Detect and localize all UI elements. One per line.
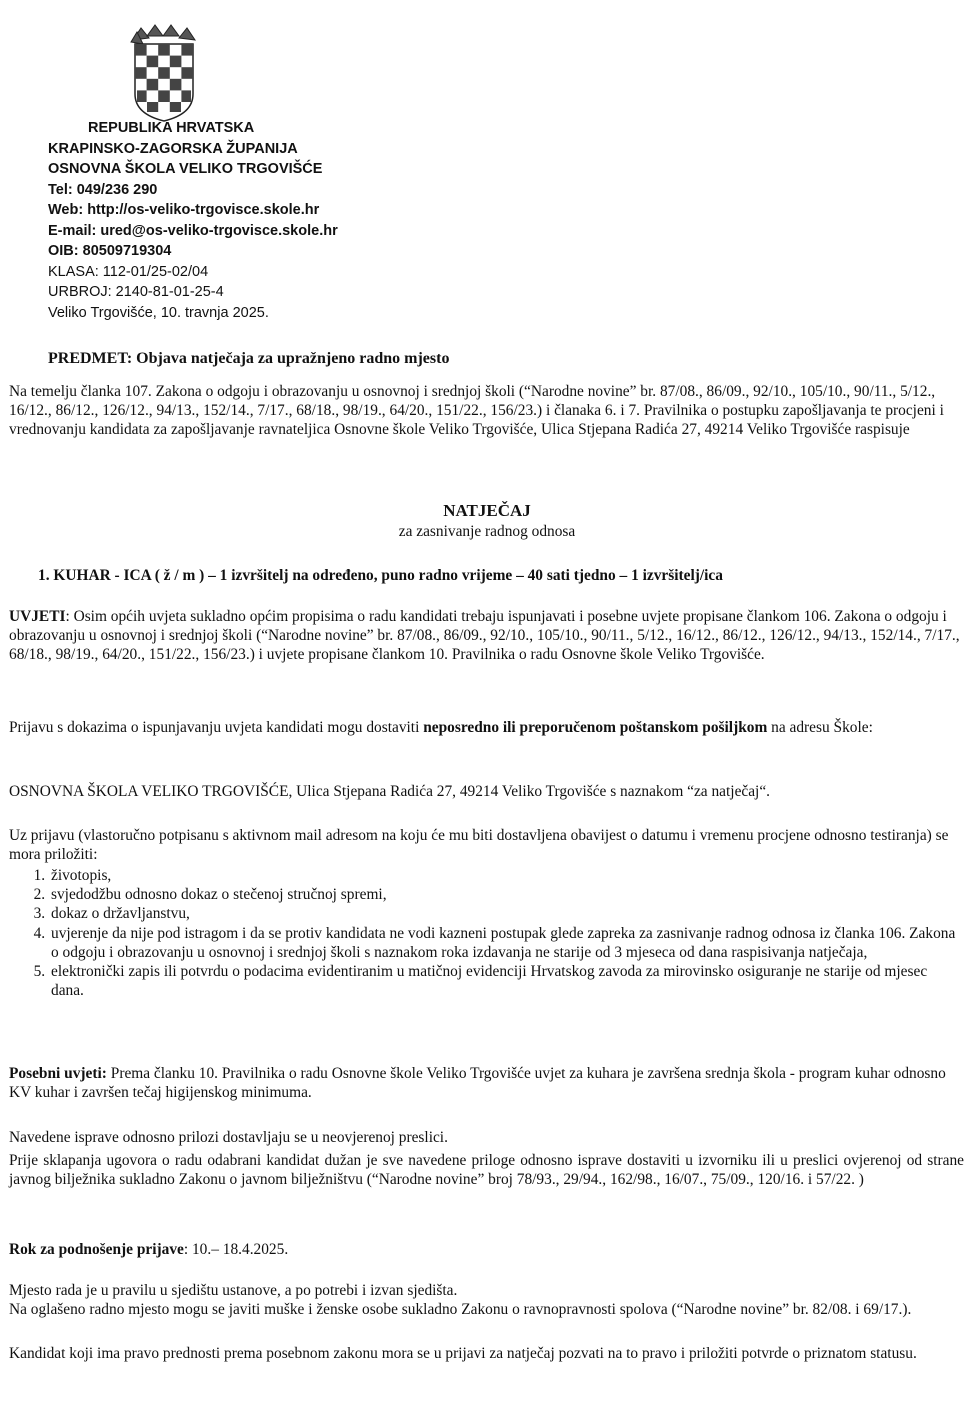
deadline-text: : 10.– 18.4.2025. (183, 1241, 289, 1258)
copies-note: Navedene isprave odnosno prilozi dostavljaju se u neovjerenoj preslici. (9, 1129, 448, 1146)
subject-line: PREDMET: Objava natječaja za upražnjeno radno mjesto (48, 350, 450, 367)
application-paragraph (9, 718, 964, 737)
letterhead (48, 118, 338, 323)
deadline-label: Rok za podnošenje prijave (9, 1241, 184, 1258)
special-conditions-label: Posebni uvjeti: (9, 1065, 107, 1082)
job-title: 1. KUHAR - ICA ( ž / m ) – 1 izvršitelj na određeno, puno radno vrijeme – 40 sati tjedno – 1 izvršitelj/ica (38, 567, 723, 584)
coat-of-arms-icon (127, 22, 201, 122)
equality-paragraph: Na oglašeno radno mjesto mogu se javiti muške i ženske osobe sukladno Zakonu o ravnopravnosti spolova (“Narodne novine” br. 82/08. i 69/17.). (9, 1301, 912, 1318)
school-name: OSNOVNA ŠKOLA VELIKO TRGOVIŠĆE (48, 161, 323, 177)
attachments-intro: Uz prijavu (vlastoručno potpisanu s aktivnom mail adresom na koju će mu biti dostavljena obavijest o datumu i vremenu procjene odnosno testiranja) se mora priložiti: (9, 827, 949, 864)
web-line: Web: http://os-veliko-trgovisce.skole.hr (48, 202, 320, 218)
special-conditions-paragraph (9, 1064, 964, 1102)
list-item: 2. svjedodžbu odnosno dokaz o stečenoj stručnoj spremi, (49, 885, 961, 904)
klasa-line: KLASA: 112-01/25-02/04 (48, 263, 209, 280)
phone-line: Tel: 049/236 290 (48, 181, 158, 198)
email-line: E-mail: ured@os-veliko-trgovisce.skole.hr (48, 222, 338, 239)
intro-paragraph: Na temelju članka 107. Zakona o odgoju i obrazovanju u osnovnoj i srednjoj školi (“Narodne novine” br. 87/08., 86/09., 92/10., 105/10., 90/11., 5/12., 16/12., 86/12., 126/12., 94/13., 152/14., 7/17., 68/18., 98/19., 64/20., 151/22., 156/23.) i članaka 6. i 7. Pravilnika o postupku zapošljavanja te procjeni i vrednovanju kandidata za zapošljavanje ravnateljica Osnovne škole Veliko Trgovišće, Ulica Stjepana Radića 27, 49214 Veliko Trgovišće raspisuje (9, 383, 944, 439)
contract-paragraph: Prije sklapanja ugovora o radu odabrani kandidat dužan je sve navedene priloge odnosno isprave dostaviti u izvorniku ili u preslici ovjerenoj od strane javnog bilježnika sukladno Zakonu o javnom bilježništvu (“Narodne novine” broj 78/93., 29/94., 162/98., 16/07., 75/09., 120/16. i 57/22. ) (9, 1152, 964, 1189)
urbroj-line: URBROJ: 2140-81-01-25-4 (48, 284, 224, 300)
conditions-label: UVJETI (9, 608, 66, 625)
deadline-line (9, 1240, 964, 1259)
list-item: 4. uvjerenje da nije pod istragom i da se protiv kandidata ne vodi kazneni postupak glede zapreka za zasnivanje radnog odnosa iz članka 106. Zakona o odgoju i obrazovanju u osnovnoj i srednjoj školi s naznakom roka izdavanja ne starije od 3 mjeseca od dana raspisivanja natječaja, (49, 924, 961, 962)
document-subtitle: za zasnivanje radnog odnosa (398, 523, 576, 540)
application-text-post: na adresu Škole: (767, 719, 873, 736)
conditions-text: : Osim općih uvjeta sukladno općim propisima o radu kandidati trebaju ispunjavati i posebne uvjete propisane člankom 106. Zakona o odgoju i obrazovanju u osnovnoj i srednjoj školi (“Narodne novine” br. 87/08., 86/09., 92/10., 105/10., 90/11., 5/12., 16/12., 86/12., 126/12., 94/13., 152/14., 7/17., 68/18., 98/19., 64/20., 151/22., 156/23.) i uvjete propisane člankom 10. Pravilnika o radu Osnovne škole Veliko Trgovišće. (9, 608, 960, 664)
priority-paragraph: Kandidat koji ima pravo prednosti prema posebnom zakonu mora se u prijavi za natječaj pozvati na to pravo i priložiti potvrde o priznatom statusu. (9, 1345, 917, 1362)
oib-line: OIB: 80509719304 (48, 243, 172, 259)
special-conditions-text: Prema članku 10. Pravilnika o radu Osnovne škole Veliko Trgovišće uvjet za kuhara je završena srednja škola - program kuhar odnosno KV kuhar i završen tečaj higijenskog minimuma. (9, 1065, 946, 1102)
document-title: NATJEČAJ (443, 501, 531, 520)
republic-line: REPUBLIKA HRVATSKA (88, 120, 255, 136)
list-item: 3. dokaz o državljanstvu, (49, 904, 961, 923)
application-text-pre: Prijavu s dokazima o ispunjavanju uvjeta kandidati mogu dostaviti (9, 719, 424, 736)
workplace-note: Mjesto rada je u pravilu u sjedištu ustanove, a po potrebi i izvan sjedišta. (9, 1282, 458, 1299)
conditions-paragraph (9, 607, 964, 665)
county-line: KRAPINSKO-ZAGORSKA ŽUPANIJA (48, 140, 298, 157)
place-date-line: Veliko Trgovišće, 10. travnja 2025. (48, 304, 269, 321)
application-method: neposredno ili preporučenom poštanskom pošiljkom (423, 719, 768, 736)
attachments-list (9, 866, 961, 1000)
attachments-list-wrapper (9, 866, 961, 1000)
school-address: OSNOVNA ŠKOLA VELIKO TRGOVIŠĆE, Ulica Stjepana Radića 27, 49214 Veliko Trgovišće s naznakom “za natječaj“. (9, 783, 771, 800)
list-item: 5. elektronički zapis ili potvrdu o podacima evidentiranim u matičnoj evidenciji Hrvatskog zavoda za mirovinsko osiguranje ne starije od mjesec dana. (49, 962, 961, 1000)
list-item: 1. životopis, (49, 866, 961, 885)
